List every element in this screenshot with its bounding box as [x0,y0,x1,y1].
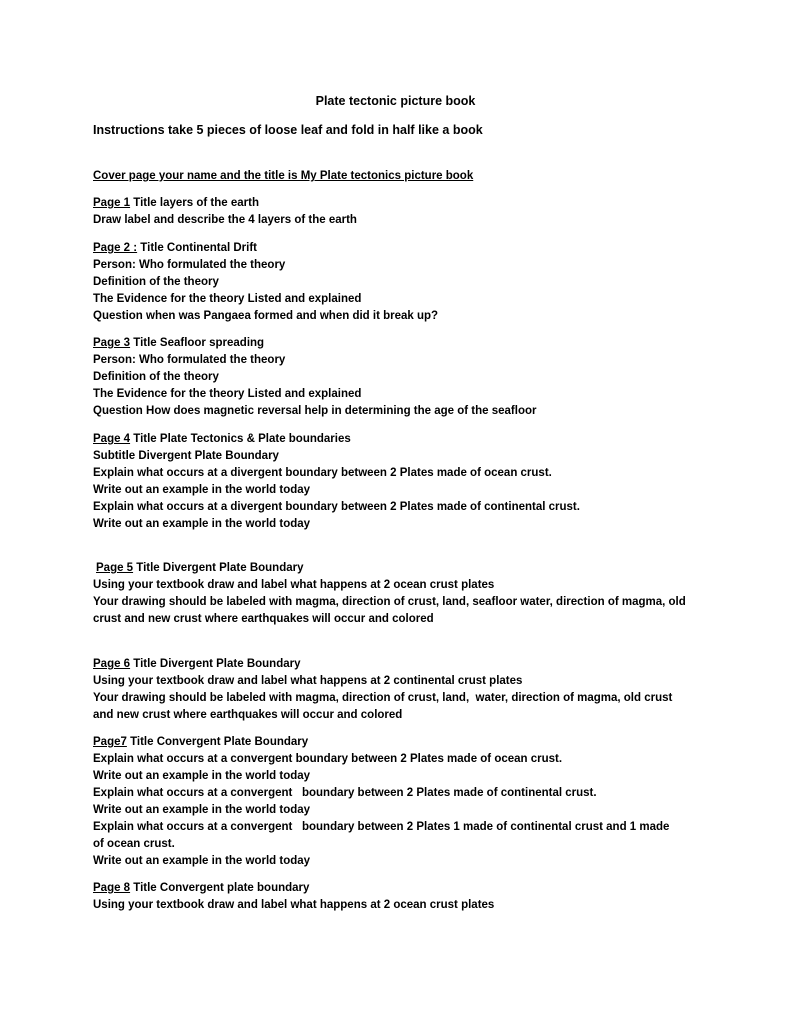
section-line: Explain what occurs at a convergent boundary between 2 Plates 1 made of continental crust and 1 made of ocean crust. [93,821,673,850]
section-page-3 [93,335,693,420]
section-label: Page 5 [96,562,134,574]
section-page-7 [93,734,683,870]
section-line: Subtitle Divergent Plate Boundary [93,450,279,462]
section-page-2 [93,240,693,325]
section-heading: Title Seafloor spreading [130,337,265,349]
section-line: Using your textbook draw and label what happens at 2 continental crust plates [93,675,523,687]
section-line: Using your textbook draw and label what happens at 2 ocean crust plates [93,899,495,911]
section-line: Question when was Pangaea formed and when did it break up? [93,310,439,322]
section-line: Explain what occurs at a divergent boundary between 2 Plates made of continental crust. [93,501,580,513]
section-heading: Title layers of the earth [130,197,259,209]
section-line: Using your textbook draw and label what happens at 2 ocean crust plates [93,579,495,591]
section-line: Question How does magnetic reversal help in determining the age of the seafloor [93,405,537,417]
section-line: Explain what occurs at a convergent boundary between 2 Plates made of continental crust. [93,787,597,799]
section-line: Write out an example in the world today [93,804,311,816]
section-line: Person: Who formulated the theory [93,259,286,271]
section-line: The Evidence for the theory Listed and explained [93,388,362,400]
section-page-4 [93,431,693,533]
section-label: Page 3 [93,337,131,349]
section-label: Page 4 [93,433,131,445]
section-line: Explain what occurs at a convergent boundary between 2 Plates made of ocean crust. [93,753,563,765]
section-heading: Title Plate Tectonics & Plate boundaries [130,433,351,445]
section-label: Page 6 [93,658,131,670]
section-heading: Title Divergent Plate Boundary [130,658,301,670]
section-page-8 [93,880,693,914]
document-title: Plate tectonic picture book [315,94,476,108]
section-heading: Title Divergent Plate Boundary [133,562,304,574]
section-page-1 [93,195,693,229]
section-line: Explain what occurs at a divergent boundary between 2 Plates made of ocean crust. [93,467,552,479]
section-line: Your drawing should be labeled with magma, direction of crust, land, seafloor water, direction of magma, old crust and new crust where earthquakes will occur and colored [93,596,689,625]
section-line: Write out an example in the world today [93,855,311,867]
section-label: Page 8 [93,882,131,894]
section-page-5 [93,560,688,628]
section-line: The Evidence for the theory Listed and explained [93,293,362,305]
section-label: Page 2 : [93,242,138,254]
section-line: Definition of the theory [93,276,219,288]
cover-page-instructions: Cover page your name and the title is My Plate tectonics picture book [93,170,474,182]
section-heading: Title Convergent Plate Boundary [126,736,309,748]
section-label: Page7 [93,736,127,748]
section-line: Your drawing should be labeled with magma, direction of crust, land, water, direction of magma, old crust and new crust where earthquakes will occur and colored [93,692,676,721]
instructions-text: Instructions take 5 pieces of loose leaf and fold in half like a book [93,123,483,137]
section-line: Write out an example in the world today [93,770,311,782]
section-line: Draw label and describe the 4 layers of the earth [93,214,357,226]
section-heading: Title Convergent plate boundary [130,882,310,894]
section-line: Write out an example in the world today [93,484,311,496]
section-heading: Title Continental Drift [137,242,258,254]
section-page-6 [93,656,693,724]
section-line: Person: Who formulated the theory [93,354,286,366]
section-line: Write out an example in the world today [93,518,311,530]
section-label: Page 1 [93,197,131,209]
section-line: Definition of the theory [93,371,219,383]
